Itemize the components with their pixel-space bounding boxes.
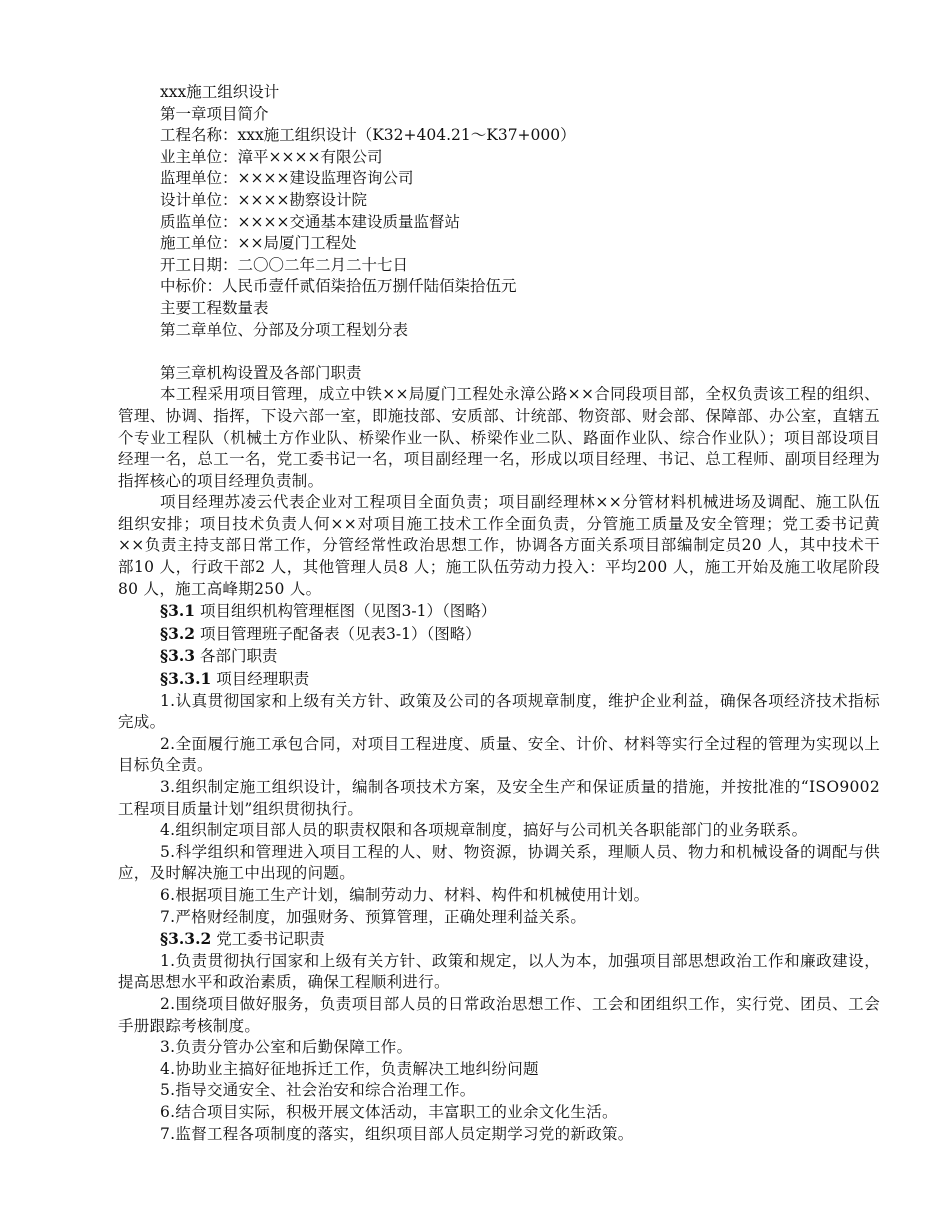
section-title: 项目经理职责 — [211, 670, 310, 689]
section-3-3-2 — [118, 928, 880, 951]
chapter-3-paragraph: 本工程采用项目管理，成立中铁××局厦门工程处永漳公路××合同段项目部，全权负责该工程的组织、管理、协调、指挥，下设六部一室，即施技部、安质部、计统部、物资部、财会部、保障部、办公室，直辖五个专业工程队（机械土方作业队、桥梁作业一队、桥梁作业二队、路面作业队、综合作业队）；项目部设项目经理一名，总工一名，党工委书记一名，项目副经理一名，形成以项目经理、书记、总工程师、副项目经理为指挥核心的项目经理负责制。 — [118, 385, 880, 490]
design-unit: 设计单位：××××勘察设计院 — [160, 190, 367, 209]
section-number: §3.1 — [160, 601, 196, 621]
section-number: §3.3.1 — [160, 669, 212, 689]
start-date: 开工日期：二〇〇二年二月二十七日 — [160, 255, 409, 274]
section-3-3-1 — [118, 668, 880, 691]
pm-duty-item: 2.全面履行施工承包合同，对项目工程进度、质量、安全、计价、材料等实行全过程的管理为实现以上目标负全责。 — [118, 734, 880, 775]
section-3-1 — [118, 600, 880, 623]
secretary-duty-item: 6.结合项目实际，积极开展文体活动，丰富职工的业余文化生活。 — [160, 1102, 618, 1121]
section-number: §3.2 — [160, 623, 196, 643]
section-number: §3.3.2 — [160, 929, 212, 949]
pm-duty-item: 4.组织制定项目部人员的职责权限和各项规章制度，搞好与公司机关各职能部门的业务联系。 — [160, 821, 808, 840]
section-number: §3.3 — [160, 646, 196, 666]
secretary-duty-item: 7.监督工程各项制度的落实，组织项目部人员定期学习党的新政策。 — [160, 1124, 634, 1143]
owner-unit: 业主单位：漳平××××有限公司 — [160, 147, 383, 166]
section-3-3 — [118, 645, 880, 668]
section-3-2 — [118, 623, 880, 646]
quality-unit: 质监单位：××××交通基本建设质量监督站 — [160, 212, 460, 231]
pm-duty-item: 7.严格财经制度，加强财务、预算管理，正确处理利益关系。 — [160, 907, 587, 926]
section-title: 项目管理班子配备表（见表3-1）（图略） — [195, 624, 481, 643]
chapter-3-paragraph: 项目经理苏凌云代表企业对工程项目全面负责；项目副经理林××分管材料机械进场及调配、施工队伍组织安排；项目技术负责人何××对项目施工技术工作全面负责，分管施工质量及安全管理；党工委书记黄××负责主持支部日常工作，分管经常性政治思想工作，协调各方面关系项目部编制定员20 人，其中技术干部10 人，行政干部2 人，其他管理人员8 人；施工队伍劳动力投入：平均200 人，施工开始及施工收尾阶段80 人，施工高峰期250 人。 — [118, 493, 880, 598]
chapter-2-heading: 第二章单位、分部及分项工程划分表 — [160, 320, 409, 339]
construction-unit: 施工单位：××局厦门工程处 — [160, 234, 357, 253]
pm-duty-item: 1.认真贯彻国家和上级有关方针、政策及公司的各项规章制度，维护企业利益，确保各项经济技术指标完成。 — [118, 691, 880, 732]
document-title: xxx施工组织设计 — [160, 83, 280, 101]
secretary-duty-item: 2.围绕项目做好服务，负责项目部人员的日常政治思想工作、工会和团组织工作，实行党、团员、工会手册跟踪考核制度。 — [118, 994, 880, 1035]
blank-line — [118, 341, 880, 363]
project-name: 工程名称：xxx施工组织设计（K32+404.21～K37+000） — [160, 126, 576, 145]
section-title: 项目组织机构管理框图（见图3-1）（图略） — [195, 602, 497, 621]
chapter-3-heading: 第三章机构设置及各部门职责 — [160, 363, 362, 382]
secretary-duty-item: 3.负责分管办公室和后勤保障工作。 — [160, 1038, 413, 1057]
pm-duty-item: 3.组织制定施工组织设计，编制各项技术方案，及安全生产和保证质量的措施，并按批准的“ISO9002 工程项目质量计划”组织贯彻执行。 — [118, 778, 880, 818]
pm-duty-item: 5.科学组织和管理进入项目工程的人、财、物资源，协调关系，理顺人员、物力和机械设备的调配与供应，及时解决施工中出现的问题。 — [118, 842, 880, 883]
chapter-1-heading: 第一章项目简介 — [160, 104, 269, 123]
document-body — [118, 82, 880, 1145]
secretary-duty-item: 4.协助业主搞好征地拆迁工作，负责解决工地纠纷问题 — [160, 1059, 539, 1078]
pm-duty-item: 6.根据项目施工生产计划，编制劳动力、材料、构件和机械使用计划。 — [160, 885, 650, 904]
section-title: 党工委书记职责 — [211, 930, 325, 949]
section-title: 各部门职责 — [195, 647, 278, 666]
quantity-table-title: 主要工程数量表 — [160, 298, 269, 317]
bid-price: 中标价：人民币壹仟贰佰柒拾伍万捌仟陆佰柒拾伍元 — [160, 277, 517, 296]
secretary-duty-item: 1.负责贯彻执行国家和上级有关方针、政策和规定，以人为本，加强项目部思想政治工作和廉政建设，提高思想水平和政治素质，确保工程顺利进行。 — [118, 951, 880, 992]
secretary-duty-item: 5.指导交通安全、社会治安和综合治理工作。 — [160, 1081, 476, 1100]
supervision-unit: 监理单位：××××建设监理咨询公司 — [160, 169, 414, 188]
